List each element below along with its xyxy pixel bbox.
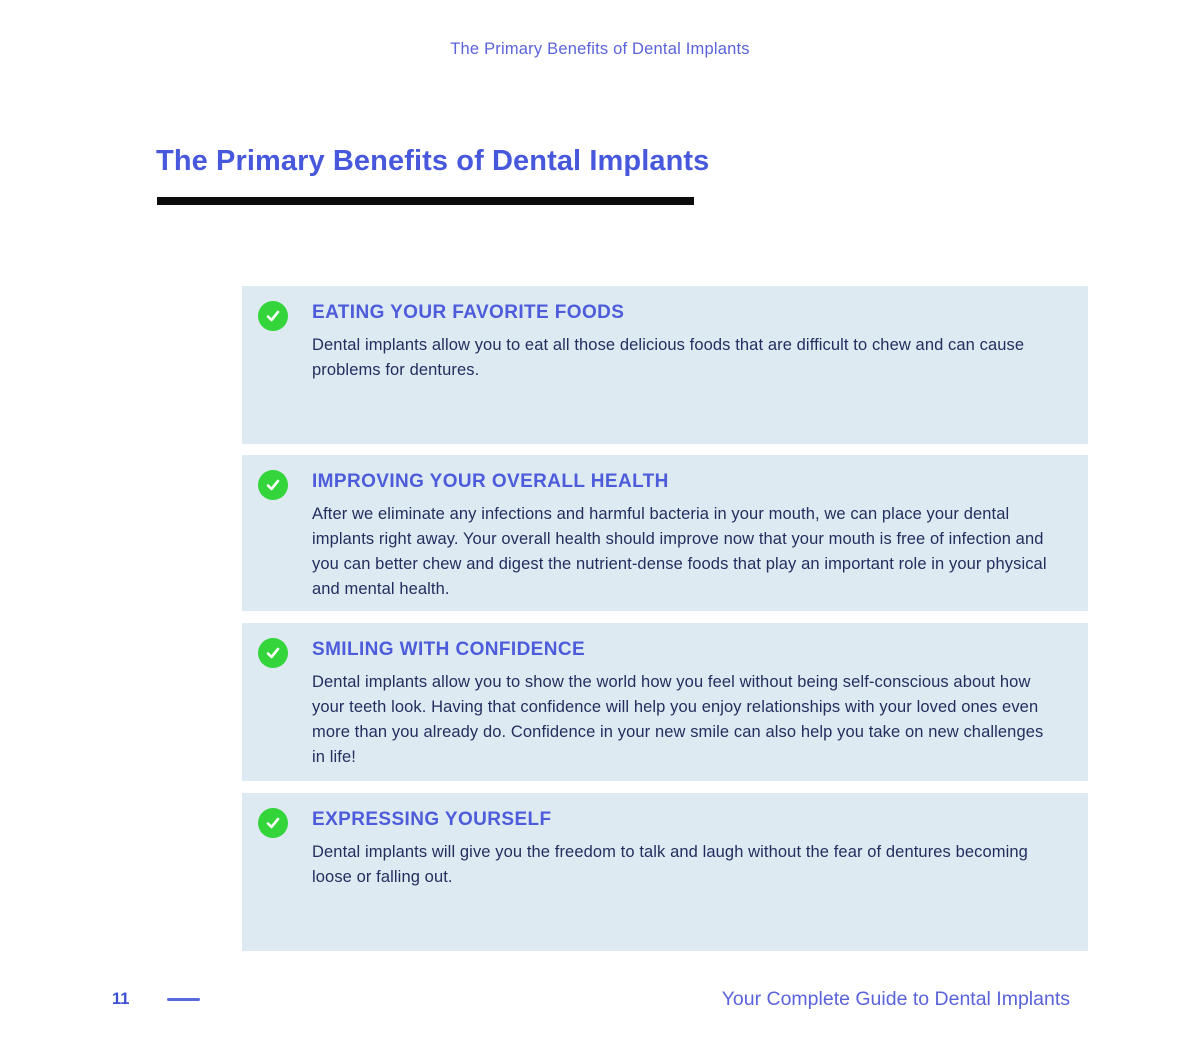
benefit-card (242, 286, 1088, 444)
icon-column (258, 301, 312, 331)
icon-column (258, 470, 312, 500)
benefit-text (312, 808, 1060, 890)
benefit-body: Dental implants allow you to eat all those delicious foods that are difficult to chew and can cause problems for dentures. (312, 336, 1025, 379)
check-circle-icon (258, 638, 288, 668)
title-underline-rule (157, 197, 694, 205)
benefit-card (242, 623, 1088, 781)
page-footer (0, 990, 1200, 1016)
check-circle-icon (258, 808, 288, 838)
check-circle-icon (258, 301, 288, 331)
benefit-body: After we eliminate any infections and harmful bacteria in your mouth, we can place your dental implants right away. Your overall health should improve now that your mouth is free of infection and you can better chew and digest the nutrient-dense foods that play an important role in your physical and mental health. (312, 505, 1047, 598)
benefit-body: Dental implants allow you to show the world how you feel without being self-conscious about how your teeth look. Having that confidence will help you enjoy relationships with your loved ones even more than you already do. Confidence in your new smile can also help you take on new challenges in life! (312, 673, 1044, 766)
benefit-heading: IMPROVING YOUR OVERALL HEALTH (312, 471, 669, 492)
page-number: 11 (112, 990, 130, 1008)
benefit-heading: EATING YOUR FAVORITE FOODS (312, 302, 625, 323)
check-circle-icon (258, 470, 288, 500)
benefits-list (242, 286, 1088, 951)
footer-document-title: Your Complete Guide to Dental Implants (721, 988, 1070, 1010)
benefit-card (242, 455, 1088, 611)
benefit-body: Dental implants will give you the freedom to talk and laugh without the fear of dentures becoming loose or falling out. (312, 843, 1028, 886)
benefit-text (312, 638, 1060, 770)
benefit-heading: EXPRESSING YOURSELF (312, 809, 552, 830)
footer-left (112, 990, 200, 1009)
running-header: The Primary Benefits of Dental Implants (450, 40, 750, 58)
benefit-text (312, 301, 1060, 383)
icon-column (258, 638, 312, 668)
footer-dash-rule (167, 998, 200, 1001)
benefit-heading: SMILING WITH CONFIDENCE (312, 639, 586, 660)
benefit-text (312, 470, 1060, 602)
icon-column (258, 808, 312, 838)
benefit-card (242, 793, 1088, 951)
page-title: The Primary Benefits of Dental Implants (156, 145, 710, 177)
